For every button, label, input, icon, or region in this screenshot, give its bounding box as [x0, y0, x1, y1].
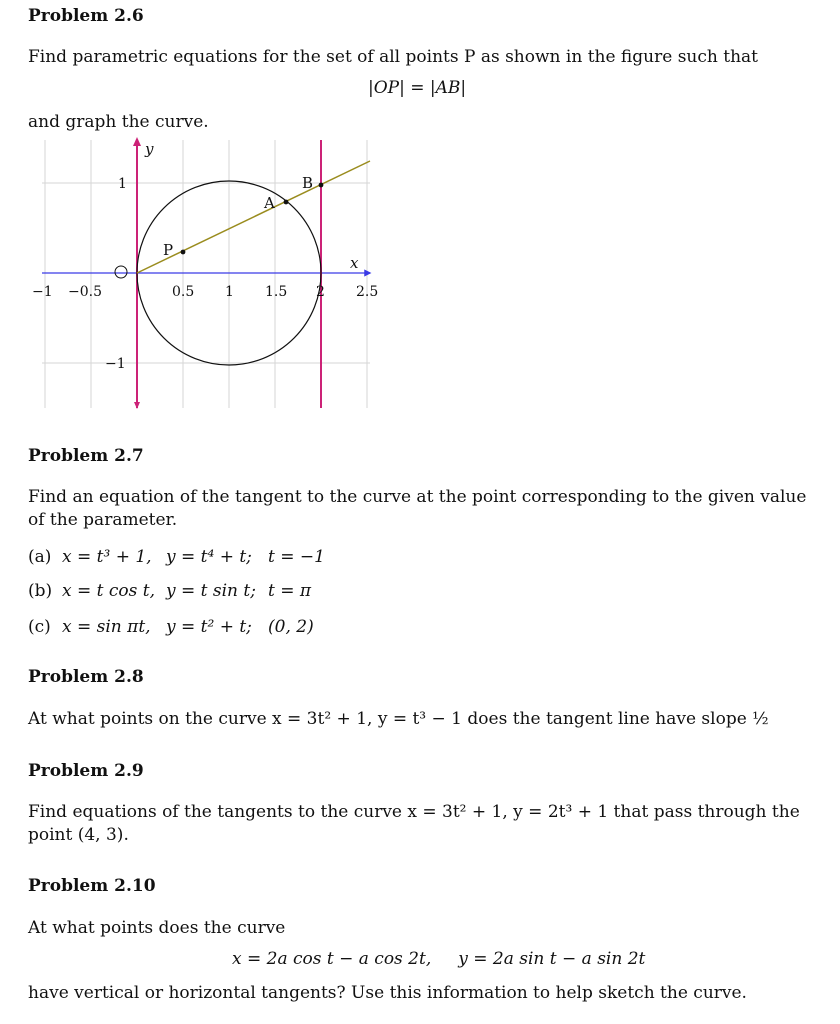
- x-axis-label: x: [350, 254, 359, 272]
- problem-2-10-outro: have vertical or horizontal tangents? Use this information to help sketch the curve.: [28, 983, 747, 1003]
- problem-2-8-text: At what points on the curve x = 3t² + 1, y = t³ − 1 does the tangent line have slope ½: [28, 709, 769, 729]
- origin-marker: [115, 266, 127, 278]
- problem-2-10-intro: At what points does the curve: [28, 918, 286, 938]
- problem-2-6-intro: Find parametric equations for the set of all points P as shown in the figure such that: [28, 47, 758, 67]
- y-axis-arrow-icon: [133, 137, 141, 146]
- point-b: [319, 183, 324, 188]
- y-tick-neg1: −1: [105, 356, 126, 372]
- problem-2-9-text: Find equations of the tangents to the curve x = 3t² + 1, y = 2t³ + 1 that pass through the point (4, 3).: [28, 802, 800, 845]
- problem-2-10-heading: Problem 2.10: [28, 876, 156, 896]
- x-tick-2: 2: [316, 284, 325, 300]
- point-p-label: P: [163, 241, 174, 259]
- x-tick-neg0-5: −0.5: [68, 284, 102, 300]
- part-c-label: (c): [28, 617, 51, 637]
- part-b-label: (b): [28, 581, 53, 601]
- part-c-x: x = sin πt,: [62, 617, 151, 637]
- part-a-y: y = t⁴ + t;: [166, 547, 252, 567]
- point-b-label: B: [302, 174, 314, 192]
- part-a-param: t = −1: [268, 547, 325, 567]
- problem-2-6-heading: Problem 2.6: [28, 6, 144, 26]
- problem-2-9-heading: Problem 2.9: [28, 761, 144, 781]
- part-c-y: y = t² + t;: [166, 617, 252, 637]
- x-tick-1-5: 1.5: [265, 284, 288, 300]
- x-tick-1: 1: [225, 284, 234, 300]
- problem-2-7-heading: Problem 2.7: [28, 446, 144, 466]
- y-axis-label: y: [145, 140, 154, 158]
- problem-2-6-equation: |OP| = |AB|: [368, 78, 467, 98]
- part-a-label: (a): [28, 547, 52, 567]
- problem-2-7-intro: Find an equation of the tangent to the curve at the point corresponding to the given value of the parameter.: [28, 487, 807, 530]
- problem-2-10-equation: x = 2a cos t − a cos 2t, y = 2a sin t − a sin 2t: [232, 949, 646, 969]
- x-tick-0-5: 0.5: [172, 284, 195, 300]
- problem-2-8-heading: Problem 2.8: [28, 667, 144, 687]
- parametric-figure: [30, 130, 390, 419]
- part-c-param: (0, 2): [268, 617, 314, 637]
- part-b-x: x = t cos t,: [62, 581, 155, 601]
- part-b-param: t = π: [268, 581, 312, 601]
- point-a-label: A: [264, 194, 275, 212]
- part-b-y: y = t sin t;: [166, 581, 256, 601]
- x-tick-2-5: 2.5: [356, 284, 379, 300]
- x-tick-neg1: −1: [32, 284, 53, 300]
- problem-2-6-outro: and graph the curve.: [28, 112, 209, 132]
- part-a-x: x = t³ + 1,: [62, 547, 152, 567]
- point-a: [284, 200, 289, 205]
- point-p: [181, 250, 186, 255]
- y-tick-1: 1: [118, 176, 127, 192]
- y-axis-arrow-down-icon: [134, 402, 140, 409]
